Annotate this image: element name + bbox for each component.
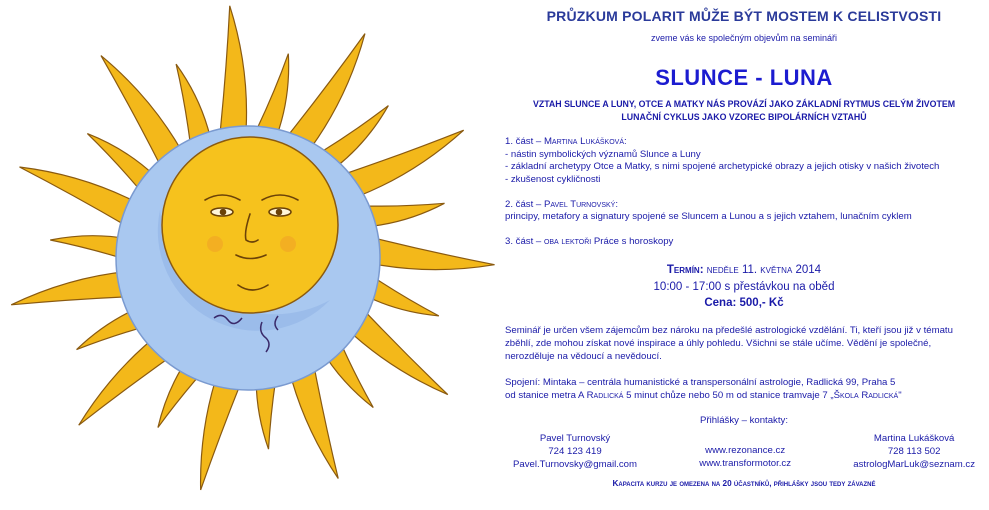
sun-ray xyxy=(256,54,288,134)
stop-skola-radlicka: Škola Radlická xyxy=(833,390,899,402)
subtitle-line-1: VZTAH SLUNCE A LUNY, OTCE A MATKY NÁS PROVÁZÍ JAKO ZÁKLADNÍ RYTMUS CELÝM ŽIVOTEM xyxy=(532,99,956,110)
part-2 xyxy=(505,199,983,224)
part-2-lecturer: Pavel Turnovský: xyxy=(543,198,619,210)
contact-email[interactable]: Pavel.Turnovsky@gmail.com xyxy=(513,458,638,470)
term-label: Termín: xyxy=(666,264,704,277)
contacts-title: Přihlášky – kontakty: xyxy=(700,414,788,426)
seminar-invitation xyxy=(505,0,983,510)
part-2-text: principy, metafory a signatury spojené se Sluncem a Lunou a s jejich vztahem, lunačním cyklem xyxy=(505,211,912,223)
term-block xyxy=(505,262,983,311)
contact-email[interactable]: astrologMarLuk@seznam.cz xyxy=(853,458,975,470)
part-1-item: - základní archetypy Otce a Matky, s nimi spojené archetypické obrazy a jejich otisky v našich životech xyxy=(505,161,940,173)
connection-line-1: Spojení: Mintaka – centrála humanistické a transpersonální astrologie, Radlická 99, Praha 5 xyxy=(505,377,896,389)
website-link[interactable]: www.transformotor.cz xyxy=(699,458,791,470)
subtitle xyxy=(505,98,983,124)
contact-name: Pavel Turnovský xyxy=(539,433,611,445)
stop-radlicka: Radlická xyxy=(586,390,624,402)
invite-line: zveme vás ke společným objevům na semináři xyxy=(650,33,838,44)
contact-phone: 724 123 419 xyxy=(548,446,602,458)
term-time: 10:00 - 17:00 s přestávkou na oběd xyxy=(653,280,835,293)
part-3-prefix: 3. část – xyxy=(505,235,544,247)
part-2-prefix: 2. část – xyxy=(505,198,544,210)
sun-face xyxy=(162,137,338,313)
part-3 xyxy=(505,236,983,249)
seminar-title: SLUNCE - LUNA xyxy=(655,65,833,91)
connection-end: " xyxy=(898,390,902,402)
part-1-item: - zkušenost cykličnosti xyxy=(505,173,601,185)
contacts xyxy=(505,433,983,471)
part-1 xyxy=(505,136,983,187)
part-3-text: Práce s horoskopy xyxy=(591,235,674,247)
part-1-prefix: 1. část – xyxy=(505,135,544,147)
connection xyxy=(505,377,983,402)
contact-martina xyxy=(853,433,975,471)
sun-ray xyxy=(220,6,247,134)
connection-prefix: od stanice metra A xyxy=(505,390,587,402)
part-1-item: - nástin symbolických významů Slunce a Luny xyxy=(505,148,701,160)
connection-mid: 5 minut chůze nebo 50 m od stanice tramvaje 7 „ xyxy=(623,390,834,402)
contact-name: Martina Lukášková xyxy=(873,433,955,445)
sun-ray xyxy=(288,34,365,147)
term-date: neděle 11. května 2014 xyxy=(703,264,822,277)
heading: PRŮZKUM POLARIT MŮŽE BÝT MOSTEM K CELISTVOSTI xyxy=(546,8,942,24)
contact-websites xyxy=(699,433,791,471)
subtitle-line-2: LUNAČNÍ CYKLUS JAKO VZOREC BIPOLÁRNÍCH VZTAHŮ xyxy=(621,112,867,123)
term-price: Cena: 500,- Kč xyxy=(704,297,784,310)
capacity-note: Kapacita kurzu je omezena na 20 účastníků, přihlášky jsou tedy závazné xyxy=(612,479,876,489)
part-3-lecturer: oba lektoři xyxy=(543,235,592,247)
contact-phone: 728 113 502 xyxy=(887,446,941,458)
sun-ray xyxy=(369,237,494,270)
contact-pavel xyxy=(513,433,637,471)
part-1-lecturer: Martina Lukášková: xyxy=(543,135,627,147)
website-link[interactable]: www.rezonance.cz xyxy=(705,445,786,457)
description: Seminář je určen všem zájemcům bez nároku na předešlé astrologické vzdělání. Ti, kteří jsou již v tématu zběhlí, zde mohou získat nové inspirace a úhly pohledu. Všichni se stále učíme. Vědění je společné, nerozděluje na vědoucí a nevědoucí. xyxy=(505,325,953,362)
